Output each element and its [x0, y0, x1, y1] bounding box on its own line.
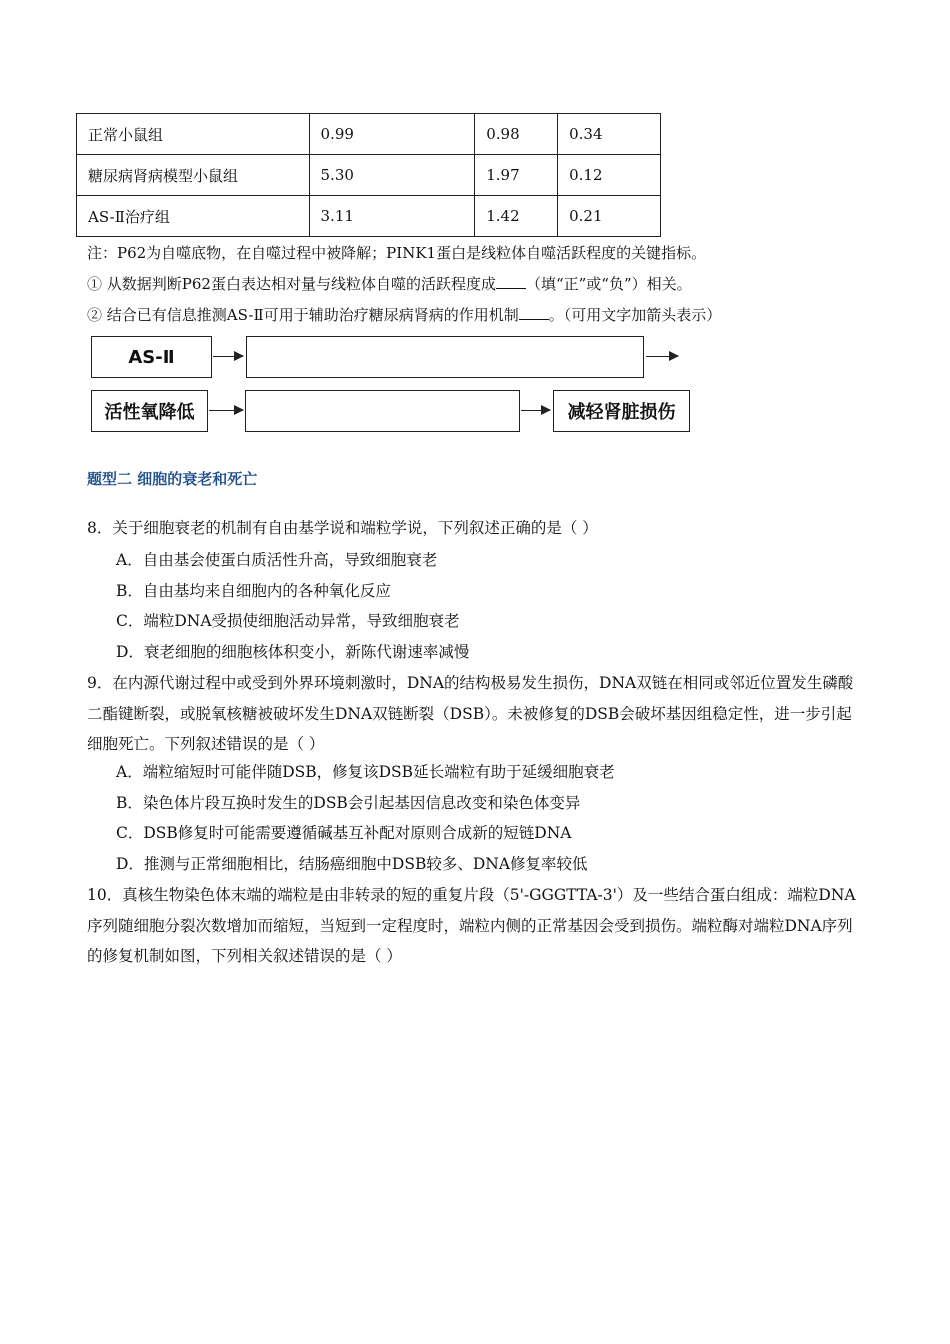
answer-blank-2[interactable]: [519, 305, 549, 320]
question-8-option-d[interactable]: D．衰老细胞的细胞核体积变小，新陈代谢速率减慢: [116, 643, 470, 661]
arrow-icon: [209, 410, 243, 411]
table-cell-value: 5.30: [309, 155, 475, 196]
table-cell-value: 0.21: [558, 196, 661, 237]
question-9-option-b[interactable]: B．染色体片段互换时发生的DSB会引起基因信息改变和染色体变异: [116, 794, 581, 812]
arrow-icon: [521, 410, 550, 411]
table-cell-value: 1.42: [475, 196, 558, 237]
section-title: 题型二 细胞的衰老和死亡: [87, 470, 258, 488]
table-row: [77, 196, 661, 237]
diagram-box-ros-decrease: 活性氧降低: [91, 390, 208, 432]
table-cell-value: 0.34: [558, 114, 661, 155]
table-row: [77, 114, 661, 155]
question-9-stem: 9．在内源代谢过程中或受到外界环境刺激时，DNA的结构极易发生损伤，DNA双链在相同或邻近位置发生磷酸二酯键断裂，或脱氧核糖被破坏发生DNA双链断裂（DSB）。未被修复的DSB会破坏基因组稳定性，进一步引起细胞死亡。下列叙述错误的是（ ）: [87, 674, 854, 753]
diagram-box-reduce-kidney-damage: 减轻肾脏损伤: [553, 390, 690, 432]
arrow-icon: [646, 356, 678, 357]
question-8-option-c[interactable]: C．端粒DNA受损使细胞活动异常，导致细胞衰老: [116, 612, 460, 630]
arrow-icon: [213, 356, 243, 357]
table-note: 注：P62为自噬底物，在自噬过程中被降解；PINK1蛋白是线粒体自噬活跃程度的关键指标。: [87, 244, 707, 262]
question-9-option-d[interactable]: D．推测与正常细胞相比，结肠癌细胞中DSB较多、DNA修复率较低: [116, 855, 588, 873]
diagram-blank-box-2[interactable]: [245, 390, 520, 432]
question-10-stem: 10．真核生物染色体末端的端粒是由非转录的短的重复片段（5'-GGGTTA-3'）及一些结合蛋白组成：端粒DNA序列随细胞分裂次数增加而缩短，当短到一定程度时，端粒内侧的正常基因会受到损伤。端粒酶对端粒DNA序列的修复机制如图，下列相关叙述错误的是（ ）: [87, 886, 856, 965]
diagram-blank-box-1[interactable]: [246, 336, 644, 378]
table-cell-value: 3.11: [309, 196, 475, 237]
table-cell-group: 糖尿病肾病模型小鼠组: [77, 155, 310, 196]
question-7-part-1: ① 从数据判断P62蛋白表达相对量与线粒体自噬的活跃程度成 （填“正”或“负”）相关。: [87, 275, 692, 293]
table-cell-group: AS-Ⅱ治疗组: [77, 196, 310, 237]
table-cell-value: 0.98: [475, 114, 558, 155]
table-cell-value: 1.97: [475, 155, 558, 196]
question-8-stem: 8．关于细胞衰老的机制有自由基学说和端粒学说，下列叙述正确的是（ ）: [87, 519, 598, 537]
table-cell-value: 0.12: [558, 155, 661, 196]
answer-blank-1[interactable]: [496, 274, 526, 289]
question-7-part-2: ② 结合已有信息推测AS-Ⅱ可用于辅助治疗糖尿病肾病的作用机制 。（可用文字加箭头表示）: [87, 306, 722, 324]
question-8-option-b[interactable]: B．自由基均来自细胞内的各种氧化反应: [116, 582, 391, 600]
table-cell-group: 正常小鼠组: [77, 114, 310, 155]
table-row: [77, 155, 661, 196]
table-cell-value: 0.99: [309, 114, 475, 155]
question-9-option-a[interactable]: A．端粒缩短时可能伴随DSB，修复该DSB延长端粒有助于延缓细胞衰老: [116, 763, 615, 781]
data-table: [76, 113, 661, 237]
question-9-option-c[interactable]: C．DSB修复时可能需要遵循碱基互补配对原则合成新的短链DNA: [116, 824, 572, 842]
diagram-box-as2: AS-Ⅱ: [91, 336, 212, 378]
question-8-option-a[interactable]: A．自由基会使蛋白质活性升高，导致细胞衰老: [116, 551, 438, 569]
